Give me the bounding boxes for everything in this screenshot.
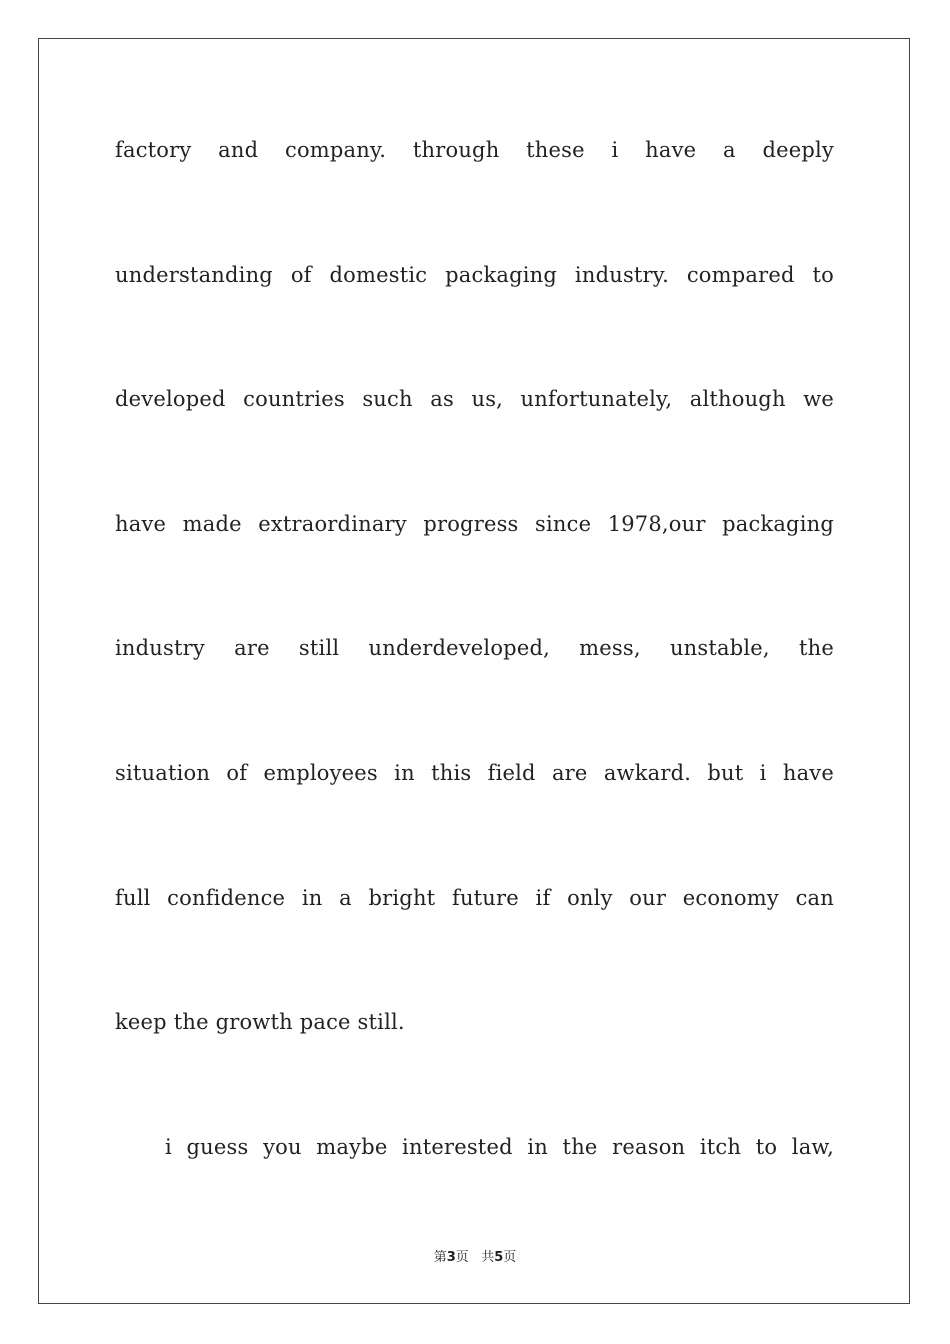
- body-text: [115, 115, 834, 1236]
- text-line: developed countries such as us, unfortunately, although we: [115, 387, 834, 412]
- page-prefix: 第: [433, 1250, 447, 1265]
- text-line: industry are still underdeveloped, mess, unstable, the: [115, 636, 834, 661]
- total-pages-number: 5: [494, 1250, 504, 1265]
- text-line: full confidence in a bright future if only our economy can: [115, 885, 834, 910]
- page-suffix: 页: [455, 1250, 469, 1265]
- total-prefix: 共: [481, 1250, 495, 1265]
- text-line: situation of employees in this field are awkard. but i have: [115, 760, 834, 785]
- current-page-number: 3: [446, 1250, 456, 1265]
- text-line: understanding of domestic packaging industry. compared to: [115, 262, 834, 287]
- text-line: keep the growth pace still.: [115, 1010, 405, 1035]
- text-line: factory and company. through these i have a deeply: [115, 138, 834, 162]
- text-line-indented: i guess you maybe interested in the reason itch to law,: [165, 1134, 834, 1159]
- text-line: have made extraordinary progress since 1978,our packaging: [115, 511, 834, 536]
- page-number-footer: [0, 1246, 950, 1265]
- total-suffix: 页: [503, 1250, 517, 1265]
